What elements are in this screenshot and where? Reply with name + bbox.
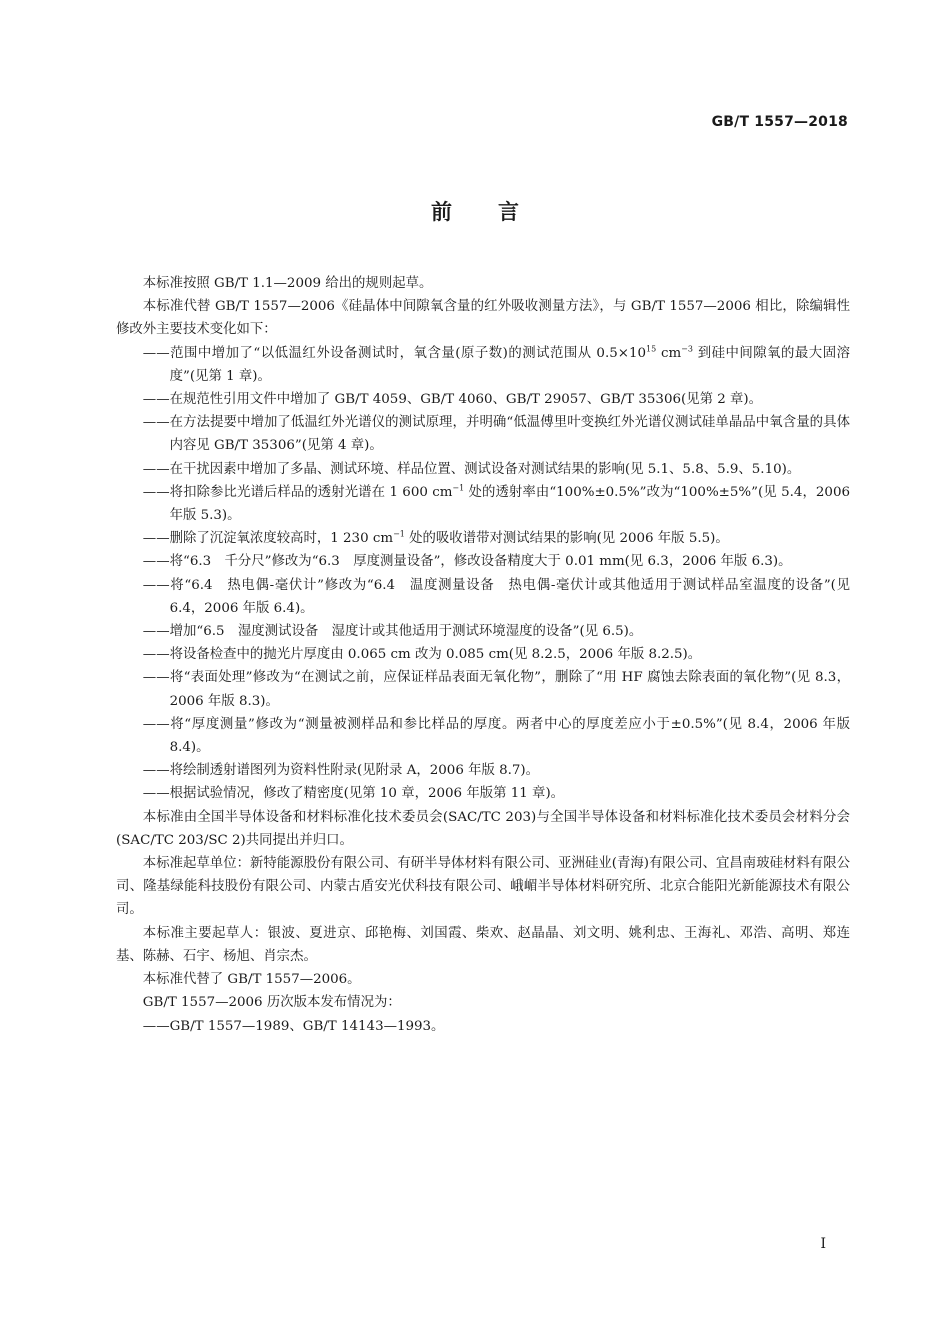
text: 到硅中间隙氧的最大固溶度”(见第 1 章)。 <box>169 345 850 384</box>
change-item: ——将“厚度测量”修改为“测量被测样品和参比样品的厚度。两者中心的厚度差应小于±0.5%”(见 8.4，2006 年版 8.4)。 <box>142 716 850 756</box>
page-number: I <box>820 1236 826 1252</box>
change-item <box>116 527 850 550</box>
paragraph: 本标准起草单位：新特能源股份有限公司、有研半导体材料有限公司、亚洲硅业(青海)有限公司、宜昌南玻硅材料有限公司、隆基绿能科技股份有限公司、内蒙古盾安光伏科技有限公司、峨嵋半导体材料研究所、北京合能阳光新能源技术有限公司。 <box>116 856 850 918</box>
change-item: ——增加“6.5 湿度测试设备 湿度计或其他适用于测试环境湿度的设备”(见 6.5)。 <box>142 624 643 640</box>
superscript: −1 <box>452 483 465 493</box>
text: ——将扣除参比光谱后样品的透射光谱在 1 600 cm <box>142 484 453 500</box>
change-item: ——将设备检查中的抛光片厚度由 0.065 cm 改为 0.085 cm(见 8.2.5，2006 年版 8.2.5)。 <box>142 647 702 663</box>
page-title: 前言 <box>431 200 565 224</box>
change-item: ——GB/T 1557—1989、GB/T 14143—1993。 <box>142 1018 445 1034</box>
paragraph: 本标准按照 GB/T 1.1—2009 给出的规则起草。 <box>142 276 433 291</box>
change-item: ——将“6.3 千分尺”修改为“6.3 厚度测量设备”，修改设备精度大于 0.01 mm(见 6.3，2006 年版 6.3)。 <box>142 554 792 570</box>
standard-code: GB/T 1557—2018 <box>711 114 848 130</box>
change-item: ——在干扰因素中增加了多晶、测试环境、样品位置、测试设备对测试结果的影响(见 5.1、5.8、5.9、5.10)。 <box>142 461 801 477</box>
change-item: ——在规范性引用文件中增加了 GB/T 4059、GB/T 4060、GB/T 29057、GB/T 35306(见第 2 章)。 <box>142 392 763 408</box>
change-item <box>116 481 850 527</box>
document-body <box>116 272 850 1038</box>
paragraph: 本标准由全国半导体设备和材料标准化技术委员会(SAC/TC 203)与全国半导体设备和材料标准化技术委员会材料分会(SAC/TC 203/SC 2)共同提出并归口。 <box>116 809 850 848</box>
change-item <box>116 342 850 388</box>
paragraph: 本标准代替了 GB/T 1557—2006。 <box>142 972 361 988</box>
superscript: −3 <box>681 344 693 354</box>
text: ——删除了沉淀氧浓度较高时，1 230 cm <box>142 531 394 547</box>
change-item: ——将“表面处理”修改为“在测试之前，应保证样品表面无氧化物”，删除了“用 HF 腐蚀去除表面的氧化物”(见 8.3，2006 年版 8.3)。 <box>142 670 850 709</box>
change-item: ——将绘制透射谱图列为资料性附录(见附录 A，2006 年版 8.7)。 <box>142 763 540 779</box>
text: ——范围中增加了“以低温红外设备测试时，氧含量(原子数)的测试范围从 0.5×10 <box>142 345 646 361</box>
text: 处的吸收谱带对测试结果的影响(见 2006 年版 5.5)。 <box>404 531 729 547</box>
superscript: 15 <box>646 344 657 354</box>
text: cm <box>656 345 682 361</box>
text: 处的透射率由“100%±0.5%”改为“100%±5%”(见 5.4，2006 年版 5.3)。 <box>169 484 850 524</box>
change-item: ——将“6.4 热电偶-毫伏计”修改为“6.4 温度测量设备 热电偶-毫伏计或其他适用于测试样品室温度的设备”(见 6.4，2006 年版 6.4)。 <box>142 577 850 616</box>
paragraph: GB/T 1557—2006 历次版本发布情况为： <box>142 995 401 1011</box>
paragraph: 本标准主要起草人：银波、夏进京、邱艳梅、刘国霞、柴欢、赵晶晶、刘文明、姚利忠、王海礼、邓浩、高明、郑连基、陈赫、石宇、杨旭、肖宗杰。 <box>116 925 850 964</box>
change-item: ——根据试验情况，修改了精密度(见第 10 章，2006 年版第 11 章)。 <box>142 786 565 802</box>
superscript: −1 <box>393 529 405 539</box>
paragraph: 本标准代替 GB/T 1557—2006《硅晶体中间隙氧含量的红外吸收测量方法》，与 GB/T 1557—2006 相比，除编辑性修改外主要技术变化如下： <box>116 299 850 338</box>
change-item: ——在方法提要中增加了低温红外光谱仪的测试原理，并明确“低温傅里叶变换红外光谱仪测试硅单晶品中氧含量的具体内容见 GB/T 35306”(见第 4 章)。 <box>142 415 850 454</box>
